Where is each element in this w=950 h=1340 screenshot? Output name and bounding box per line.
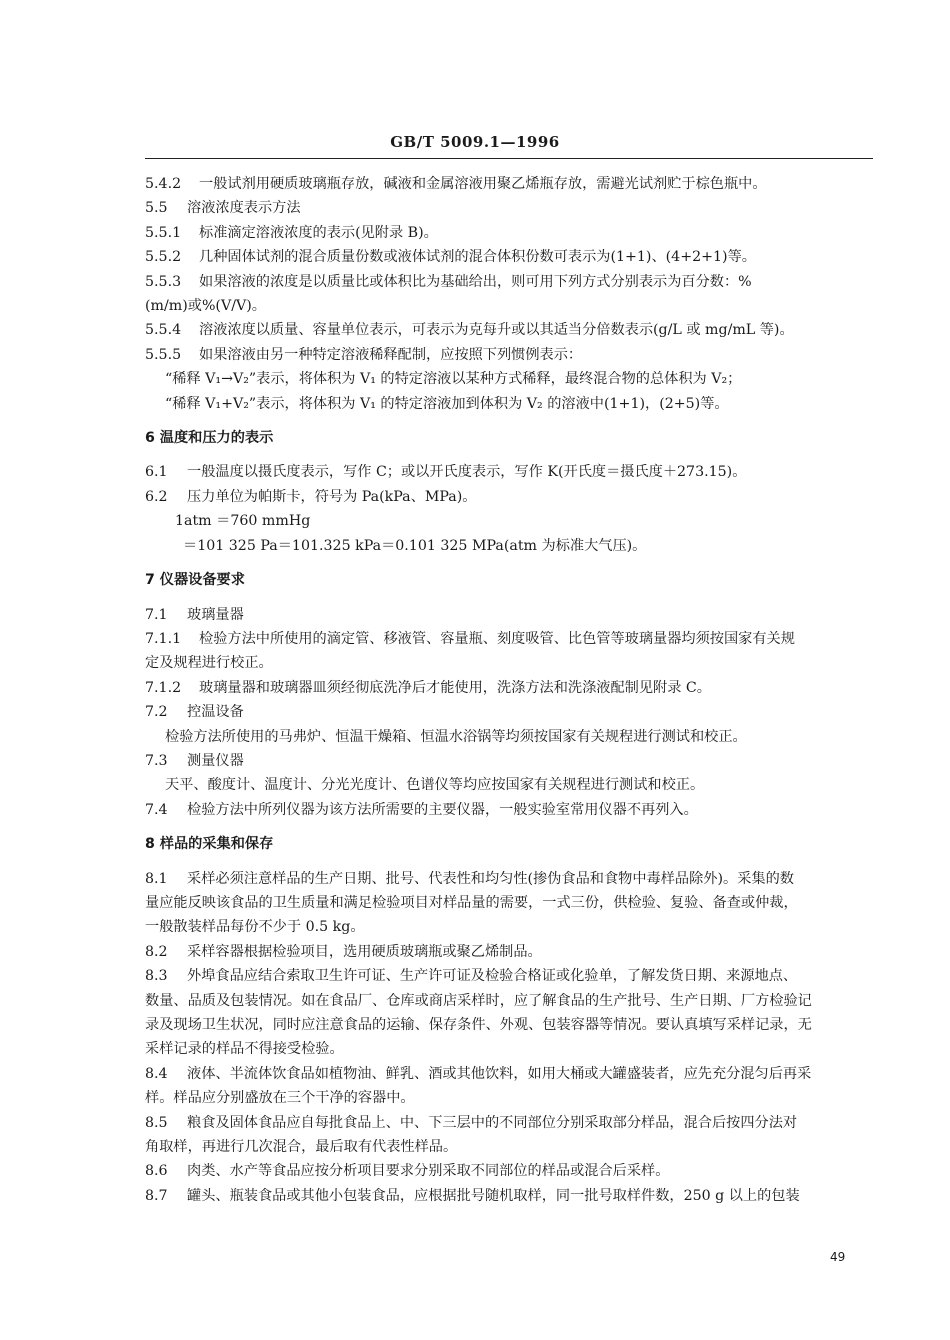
clause-text: 玻璃量器 [187,606,244,623]
clause-number: 5.5.1 [145,224,182,241]
clause-8-3 [145,964,873,988]
clause-number: 6.1 [145,464,168,481]
clause-text: 一般温度以摄氏度表示，写作 C；或以开氏度表示，写作 K(开氏度＝摄氏度＋273.15)。 [187,464,747,481]
clause-5-5-2 [145,245,873,269]
clause-8-1-continued: 量应能反映该食品的卫生质量和满足检验项目对样品量的需要，一式三份，供检验、复验、备查或仲裁， [145,894,798,911]
clause-number: 5.5.2 [145,249,182,266]
clause-number: 5.4.2 [145,176,182,192]
clause-text: 压力单位为帕斯卡，符号为 Pa(kPa、MPa)。 [187,488,477,505]
clause-8-3-continued: 采样记录的样品不得接受检验。 [145,1041,344,1058]
clause-7-2-body: 检验方法所使用的马弗炉、恒温干燥箱、恒温水浴锅等均须按国家有关规程进行测试和校正。 [165,728,747,745]
clause-text: 采样容器根据检验项目，选用硬质玻璃瓶或聚乙烯制品。 [187,943,542,960]
clause-8-4 [145,1062,873,1086]
clause-5-5-4 [145,318,873,342]
clause-8-5 [145,1111,873,1135]
clause-8-6 [145,1159,873,1183]
clause-number: 8.6 [145,1163,168,1180]
clause-7-3-body: 天平、酸度计、温度计、分光光度计、色谱仪等均应按国家有关规程进行测试和校正。 [165,777,705,794]
clause-6-2 [145,485,873,509]
clause-text: 检验方法中所列仪器为该方法所需要的主要仪器，一般实验室常用仪器不再列入。 [187,801,698,818]
clause-number: 8.1 [145,870,168,887]
clause-number: 5.5.5 [145,346,182,363]
clause-6-1 [145,460,873,484]
clause-number: 7.4 [145,801,168,818]
clause-7-1-1 [145,627,873,651]
clause-number: 7.1.2 [145,679,182,696]
page-number: 49 [830,1250,846,1264]
clause-number: 8.5 [145,1114,168,1131]
clause-text: 检验方法中所使用的滴定管、移液管、容量瓶、刻度吸管、比色管等玻璃量器均须按国家有关规 [199,630,795,647]
clause-text: 溶液浓度以质量、容量单位表示，可表示为克每升或以其适当分倍数表示(g/L 或 mg/mL 等)。 [199,322,794,339]
clause-7-4 [145,798,873,822]
clause-number: 7.1 [145,606,168,623]
clause-number: 8.2 [145,943,168,960]
document-body [145,172,873,1208]
clause-7-2 [145,700,873,724]
clause-number: 8.4 [145,1065,168,1082]
clause-number: 5.5 [145,200,168,217]
clause-text: 标准滴定溶液浓度的表示(见附录 B)。 [199,224,438,241]
clause-7-3 [145,749,873,773]
clause-5-5-1 [145,221,873,245]
clause-number: 7.2 [145,704,168,721]
clause-number: 8.3 [145,968,168,985]
clause-5-5-3-continued: (m/m)或%(V/V)。 [145,298,266,315]
clause-text: 采样必须注意样品的生产日期、批号、代表性和均匀性(掺伪食品和食物中毒样品除外)。采集的数 [187,870,794,887]
section-6-heading: 6 温度和压力的表示 [145,430,274,447]
clause-number: 6.2 [145,488,168,505]
dilution-convention-plus: “稀释 V₁+V₂”表示，将体积为 V₁ 的特定溶液加到体积为 V₂ 的溶液中(1+1)，(2+5)等。 [165,395,729,412]
clause-5-5 [145,196,873,220]
section-8-heading: 8 样品的采集和保存 [145,836,274,853]
clause-text: 如果溶液的浓度是以质量比或体积比为基础给出，则可用下列方式分别表示为百分数：% [199,273,752,290]
clause-text: 一般试剂用硬质玻璃瓶存放，碱液和金属溶液用聚乙烯瓶存放，需避光试剂贮于棕色瓶中。 [199,176,767,192]
pressure-formula-line-1: 1atm ＝760 mmHg [175,513,311,530]
clause-7-1 [145,603,873,627]
clause-number: 5.5.3 [145,273,182,290]
clause-8-1 [145,867,873,891]
clause-8-3-continued: 录及现场卫生状况，同时应注意食品的运输、保存条件、外观、包装容器等情况。要认真填写采样记录，无 [145,1017,812,1033]
clause-text: 玻璃量器和玻璃器皿须经彻底洗净后才能使用，洗涤方法和洗涤液配制见附录 C。 [199,679,711,696]
clause-text: 控温设备 [187,704,244,721]
clause-8-2 [145,940,873,964]
section-7-heading: 7 仪器设备要求 [145,572,245,589]
clause-text: 肉类、水产等食品应按分析项目要求分别采取不同部位的样品或混合后采样。 [187,1163,670,1180]
clause-8-5-continued: 角取样，再进行几次混合，最后取有代表性样品。 [145,1139,458,1156]
clause-text: 几种固体试剂的混合质量份数或液体试剂的混合体积份数可表示为(1+1)、(4+2+1)等。 [199,249,756,266]
clause-text: 粮食及固体食品应自每批食品上、中、下三层中的不同部位分别采取部分样品，混合后按四分法对 [187,1114,798,1131]
clause-text: 测量仪器 [187,752,244,769]
clause-7-1-2 [145,676,873,700]
clause-text: 罐头、瓶装食品或其他小包装食品，应根据批号随机取样，同一批号取样件数，250 g 以上的包装 [187,1187,800,1204]
page-header-standard-code: GB/T 5009.1—1996 [390,133,560,151]
clause-number: 5.5.4 [145,322,182,339]
clause-8-3-continued: 数量、品质及包装情况。如在食品厂、仓库或商店采样时，应了解食品的生产批号、生产日期、厂方检验记 [145,992,812,1009]
clause-text: 液体、半流体饮食品如植物油、鲜乳、酒或其他饮料，如用大桶或大罐盛装者，应先充分混匀后再采 [187,1065,812,1082]
clause-number: 7.1.1 [145,630,182,647]
pressure-formula-line-2: ＝101 325 Pa＝101.325 kPa＝0.101 325 MPa(atm 为标准大气压)。 [183,537,647,554]
clause-5-4-2 [145,172,873,196]
clause-5-5-3 [145,270,873,294]
clause-8-4-continued: 样。样品应分别盛放在三个干净的容器中。 [145,1090,415,1107]
clause-number: 7.3 [145,752,168,769]
header-rule [145,158,873,159]
clause-text: 溶液浓度表示方法 [187,200,301,217]
clause-5-5-5 [145,343,873,367]
clause-text: 外埠食品应结合索取卫生许可证、生产许可证及检验合格证或化验单，了解发货日期、来源地点、 [187,968,798,985]
clause-text: 如果溶液由另一种特定溶液稀释配制，应按照下列惯例表示： [199,346,583,363]
clause-8-7 [145,1184,873,1208]
clause-7-1-1-continued: 定及规程进行校正。 [145,655,273,672]
clause-number: 8.7 [145,1187,168,1204]
clause-8-1-continued: 一般散装样品每份不少于 0.5 kg。 [145,919,365,936]
dilution-convention-arrow: “稀释 V₁→V₂”表示，将体积为 V₁ 的特定溶液以某种方式稀释，最终混合物的总体积为 V₂； [165,371,742,388]
